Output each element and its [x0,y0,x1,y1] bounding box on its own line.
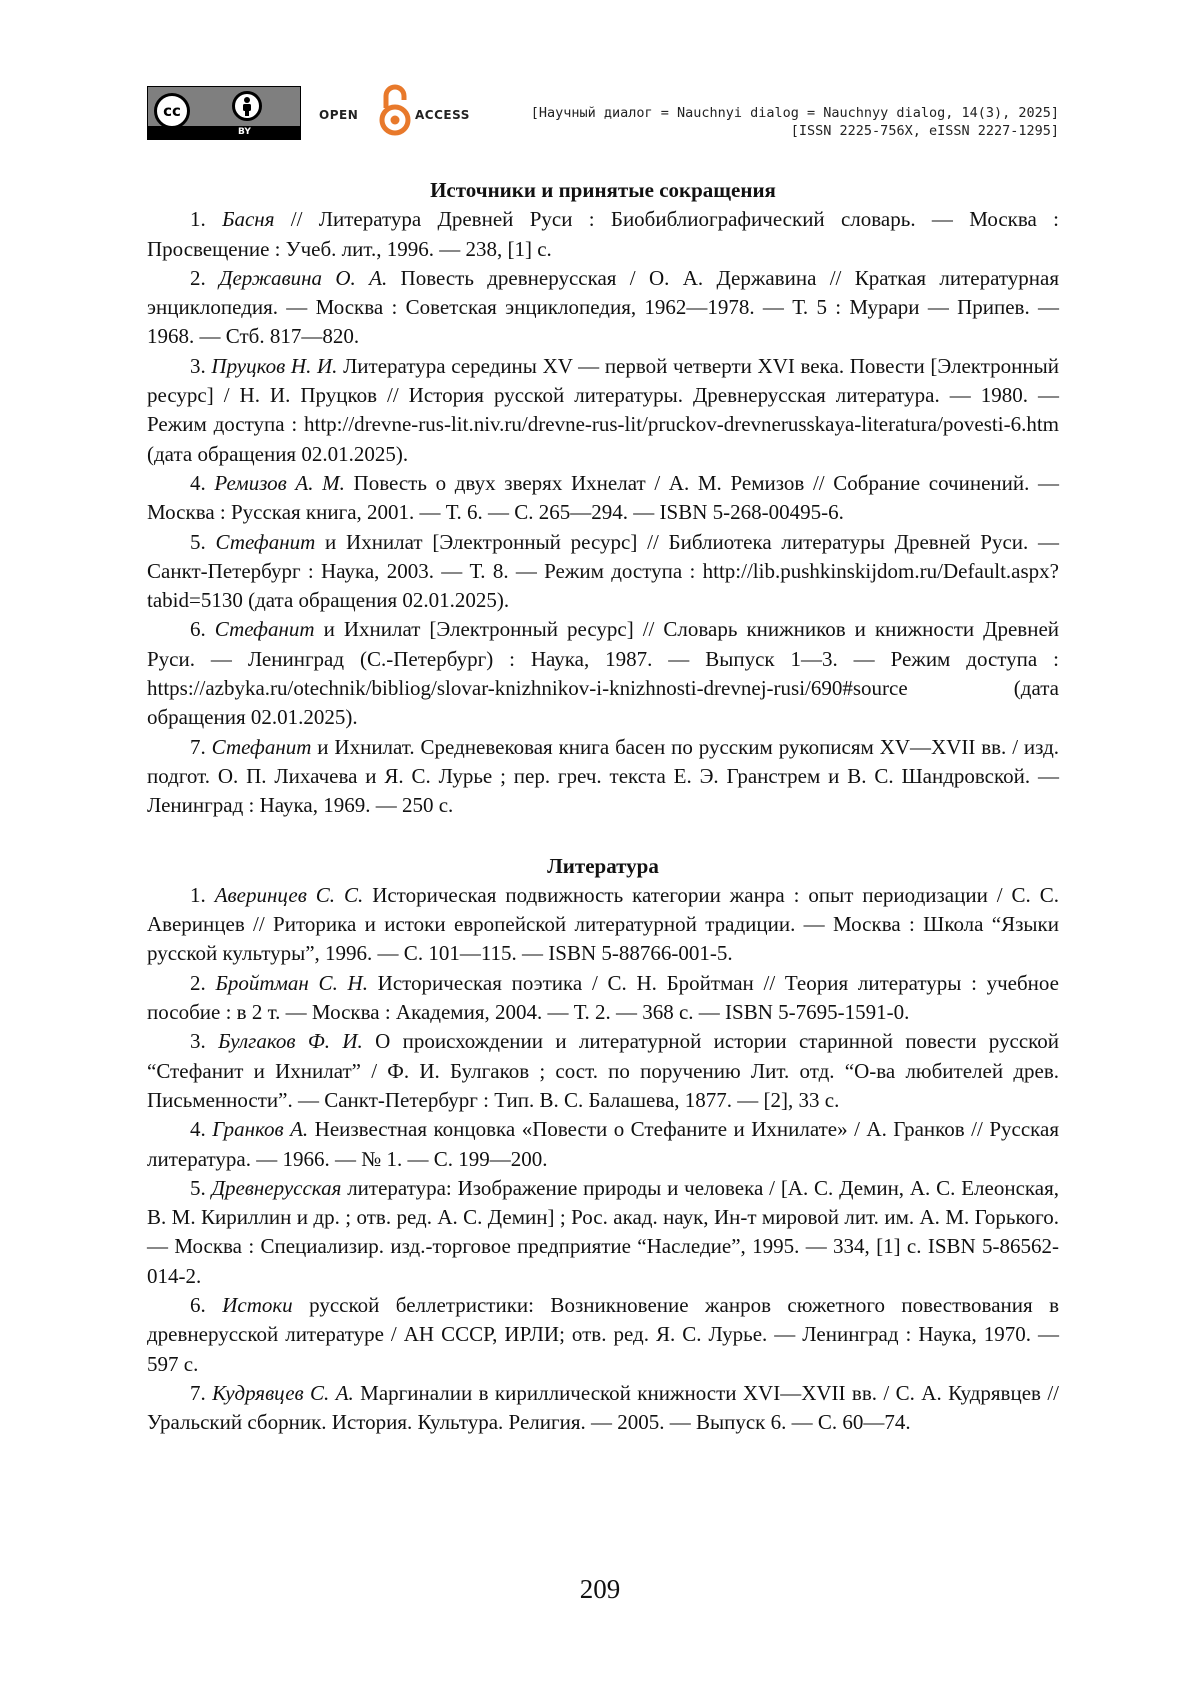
references-content [147,176,1059,1437]
source-item: 1. Басня // Литература Древней Руси : Биобиблиографический словарь. — Москва : Просвещение : Учеб. лит., 1996. — 238, [1] с. [147,205,1059,264]
by-label: BY [238,126,251,139]
literature-item: 2. Бройтман С. Н. Историческая поэтика / С. Н. Бройтман // Теория литературы : учебное пособие : в 2 т. — Москва : Академия, 2004. — Т. 2. — 368 с. — ISBN 5-7695-1591-0. [147,969,1059,1028]
literature-heading: Литература [147,852,1059,881]
cc-label: cc [157,102,187,120]
source-item: 3. Пруцков Н. И. Литература середины XV — первой четверти XVI века. Повести [Электронный ресурс] / Н. И. Пруцков // История русской литературы. Древнерусская литература. — 1980. — Режим доступа : http://drevne-rus-lit.niv.ru/drevne-rus-lit/pruckov-drevnerusskaya-literatura/povesti-6.htm (дата обращения 02.01.2025). [147,352,1059,469]
section-gap [147,821,1059,852]
attribution-person-icon [232,91,262,121]
literature-item: 6. Истоки русской беллетристики: Возникновение жанров сюжетного повествования в древнерусской литературе / АН СССР, ИРЛИ; отв. ред. Я. С. Лурье. — Ленинград : Наука, 1970. — 597 с. [147,1291,1059,1379]
source-item: 5. Стефанит и Ихнилат [Электронный ресурс] // Библиотека литературы Древней Руси. — Санкт-Петербург : Наука, 2003. — Т. 8. — Режим доступа : http://lib.pushkinskijdom.ru/Default.aspx?tabid=5130 (дата обращения 02.01.2025). [147,528,1059,616]
by-strip [148,126,300,139]
journal-citation [531,104,1059,140]
journal-issn-line: [ISSN 2225-756X, eISSN 2227-1295] [531,122,1059,140]
literature-item: 4. Гранков А. Неизвестная концовка «Повести о Стефаните и Ихнилате» / А. Гранков // Русская литература. — 1966. — № 1. — С. 199—200. [147,1115,1059,1174]
literature-item: 3. Булгаков Ф. И. О происхождении и литературной истории старинной повести русской “Стефанит и Ихнилат” / Ф. И. Булгаков ; сост. по поручению Лит. отд. “О-ва любителей древ. Письменности”. — Санкт-Петербург : Тип. В. С. Балашева, 1877. — [2], 33 с. [147,1027,1059,1115]
literature-item: 7. Кудрявцев С. А. Маргиналии в кириллической книжности XVI—XVII вв. / С. А. Кудрявцев // Уральский сборник. История. Культура. Религия. — 2005. — Выпуск 6. — С. 60—74. [147,1379,1059,1438]
open-access-access-label: ACCESS [415,108,470,122]
page-header [147,86,1059,142]
source-item: 2. Державина О. А. Повесть древнерусская / О. А. Державина // Краткая литературная энциклопедия. — Москва : Советская энциклопедия, 1962—1978. — Т. 5 : Мурари — Припев. — 1968. — Стб. 817—820. [147,264,1059,352]
source-item: 4. Ремизов А. М. Повесть о двух зверях Ихнелат / А. М. Ремизов // Собрание сочинений. — Москва : Русская книга, 2001. — Т. 6. — С. 265—294. — ISBN 5-268-00495-6. [147,469,1059,528]
journal-page [0,0,1200,1703]
source-item: 7. Стефанит и Ихнилат. Средневековая книга басен по русским рукописям XV—XVII вв. / изд. подгот. О. П. Лихачева и Я. С. Лурье ; пер. греч. текста Е. Э. Гранстрем и В. С. Шандровской. — Ленинград : Наука, 1969. — 250 с. [147,733,1059,821]
open-access-open-label: OPEN [319,108,358,122]
literature-item: 1. Аверинцев С. С. Историческая подвижность категории жанра : опыт периодизации / С. С. Аверинцев // Риторика и истоки европейской литературной традиции. — Москва : Школа “Языки русской культуры”, 1996. — С. 101—115. — ISBN 5-88766-001-5. [147,881,1059,969]
sources-heading: Источники и принятые сокращения [147,176,1059,205]
literature-item: 5. Древнерусская литература: Изображение природы и человека / [А. С. Демин, А. С. Елеонская, В. М. Кириллин и др. ; отв. ред. А. С. Демин] ; Рос. акад. наук, Ин-т мировой лит. им. А. М. Горького. — Москва : Специализир. изд.-торговое предприятие “Наследие”, 1995. — 334, [1] с. ISBN 5-86562-014-2. [147,1174,1059,1291]
creative-commons-icon [154,93,190,129]
sources-list [147,205,1059,820]
page-number: 209 [0,1574,1200,1605]
journal-title-line: [Научный диалог = Nauchnyi dialog = Nauchnyy dialog, 14(3), 2025] [531,104,1059,122]
literature-list [147,881,1059,1438]
source-item: 6. Стефанит и Ихнилат [Электронный ресурс] // Словарь книжников и книжности Древней Руси. — Ленинград (С.-Петербург) : Наука, 1987. — Выпуск 1—3. — Режим доступа : https://azbyka.ru/otechnik/bibliog/slovar-knizhnikov-i-knizhnosti-drevnej-rusi/690#source (дата обращения 02.01.2025). [147,615,1059,732]
cc-by-license-badge[interactable] [147,86,301,140]
open-access-lock-icon [377,84,413,138]
